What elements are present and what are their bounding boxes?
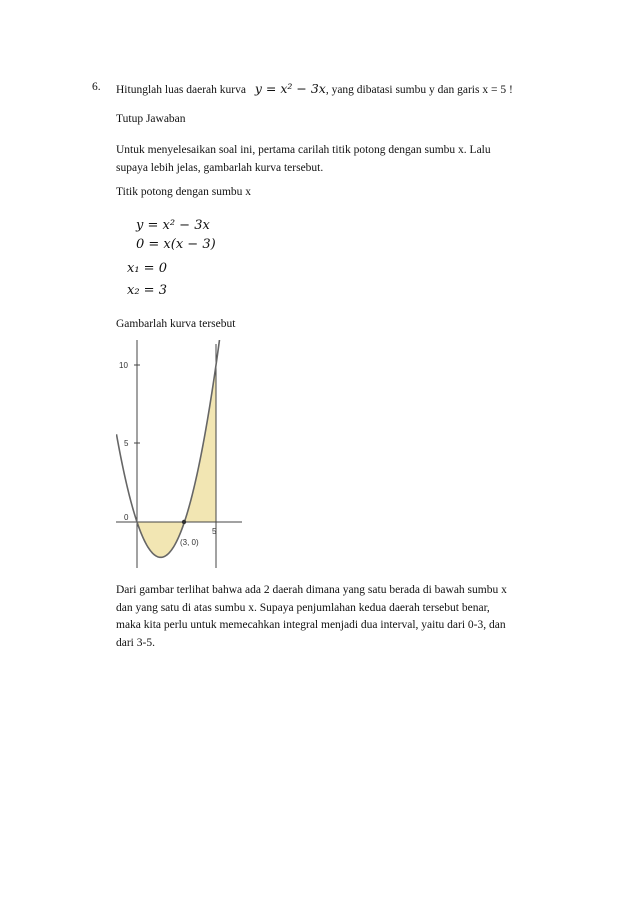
intro-line-1: Untuk menyelesaikan soal ini, pertama carilah titik potong dengan sumbu x. Lalu — [116, 144, 491, 156]
conclusion-line-4: dari 3-5. — [116, 636, 155, 649]
y-tick-0-label: 0 — [124, 513, 129, 522]
equation-2: 0 = x(x − 3) — [136, 237, 216, 252]
problem-text-before: Hitunglah luas daerah kurva — [116, 84, 246, 96]
y-tick-5-label: 5 — [124, 439, 129, 448]
intro-line-2: supaya lebih jelas, gambarlah kurva tersebut. — [116, 161, 324, 174]
y-tick-10-label: 10 — [119, 361, 128, 370]
conclusion-paragraph — [116, 582, 507, 652]
intro-paragraph — [116, 142, 491, 177]
equation-1: y = x² − 3x — [136, 218, 210, 233]
parabola-graph — [116, 340, 246, 570]
draw-heading: Gambarlah kurva tersebut — [116, 318, 236, 330]
intersection-heading: Titik potong dengan sumbu x — [116, 186, 252, 198]
area-above-x-axis — [184, 365, 216, 522]
problem-number: 6. — [92, 81, 101, 93]
intersection-point — [182, 520, 186, 524]
problem-text — [116, 81, 513, 96]
conclusion-line-1: Dari gambar terlihat bahwa ada 2 daerah dimana yang satu berada di bawah sumbu x — [116, 584, 507, 596]
intersection-point-label: (3, 0) — [180, 538, 199, 547]
problem-text-after: , yang dibatasi sumbu y dan garis x = 5 ! — [325, 84, 513, 96]
answer-heading: Tutup Jawaban — [116, 113, 186, 125]
conclusion-line-3: maka kita perlu untuk memecahkan integral menjadi dua interval, yaitu dari 0-3, dan — [116, 619, 506, 631]
conclusion-line-2: dan yang satu di atas sumbu x. Supaya penjumlahan kedua daerah tersebut benar, — [116, 601, 490, 614]
problem-equation: y = x² − 3x — [254, 81, 326, 96]
equation-3: x₁ = 0 — [127, 261, 167, 276]
equation-4: x₂ = 3 — [127, 283, 167, 298]
x-tick-5-label: 5 — [212, 527, 217, 536]
